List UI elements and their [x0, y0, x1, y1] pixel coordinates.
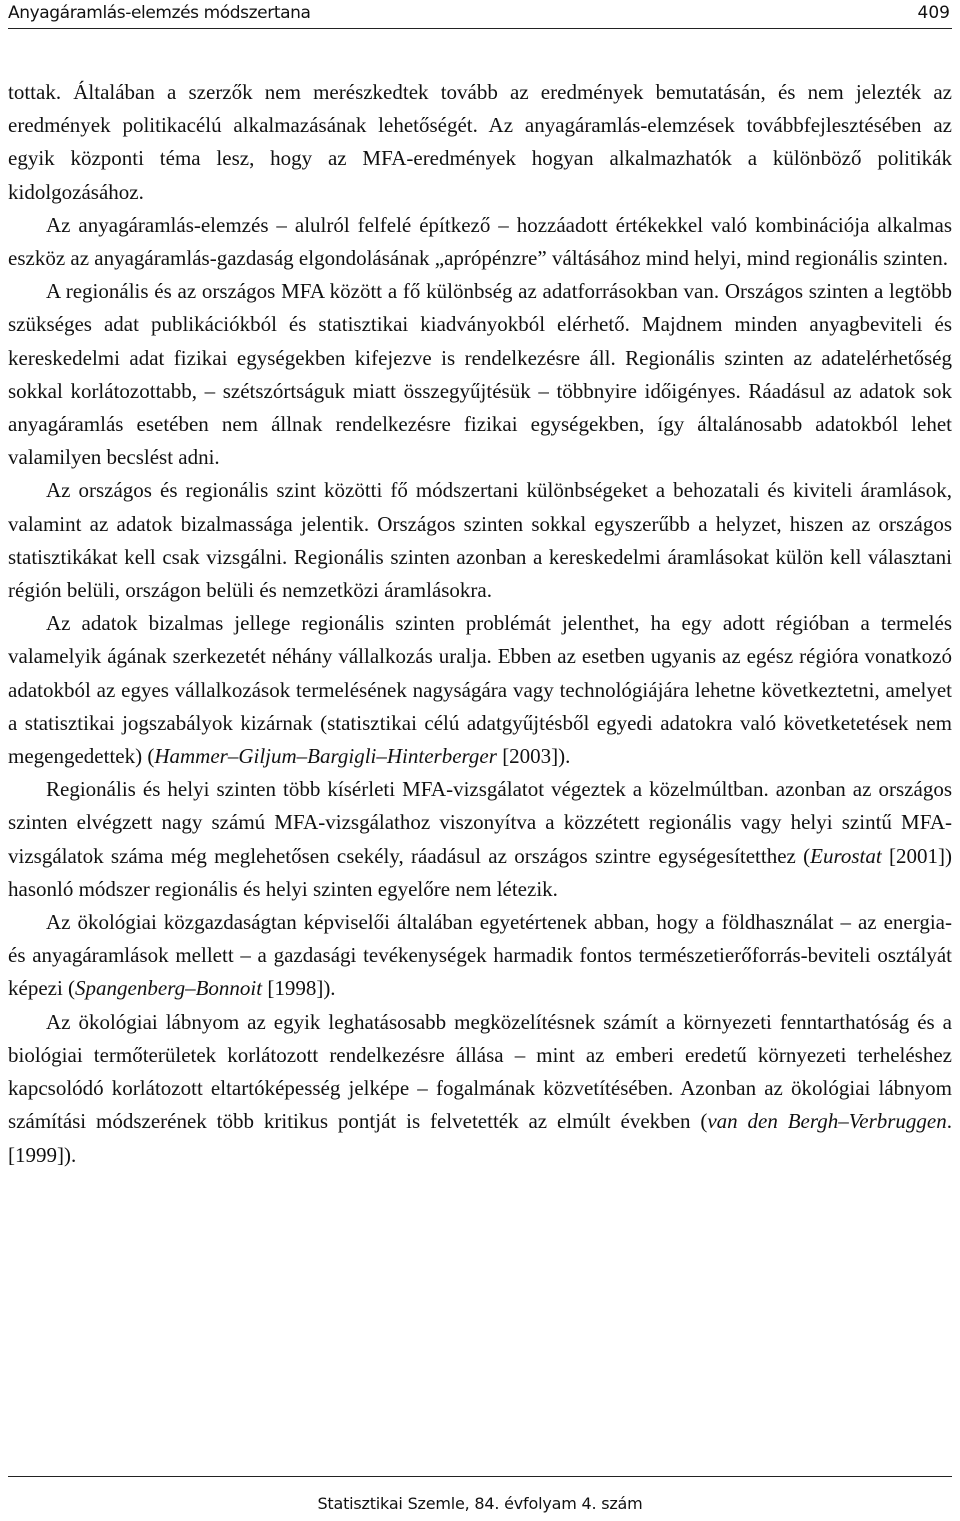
journal-citation: Statisztikai Szemle, 84. évfolyam 4. szám [317, 1494, 643, 1513]
paragraph-text: [2001]) hasonló módszer regionális és helyi szinten egyelőre nem létezik. [8, 843, 952, 901]
paragraph [8, 1006, 952, 1172]
citation-author: van den Bergh–Verbruggen [707, 1109, 947, 1134]
paragraph [8, 76, 952, 209]
paragraph [8, 474, 952, 607]
citation-author: Eurostat [810, 843, 882, 868]
paragraph-text: Regionális és helyi szinten több kísérleti MFA-vizsgálatot végeztek a közelmúltban. azonban az országos szinten elvégzett nagy számú MFA-vizsgálathoz viszonyítva a közzétett regionális vagy helyi szintű MFA-vizsgálatok száma még meglehetősen csekély, ráadásul az országos szintre egységesítetthez ( [8, 777, 952, 868]
page-number: 409 [917, 3, 950, 23]
running-title: Anyagáramlás-elemzés módszertana [8, 3, 311, 23]
header-rule [8, 28, 952, 29]
paragraph [8, 209, 952, 275]
paragraph-text: Az adatok bizalmas jellege regionális szinten problémát jelenthet, ha egy adott régióban a termelés valamelyik ágának szerkezetét néhány vállalkozás uralja. Ebben az esetben ugyanis az egész régióra vonatkozó adatokból az egyes vállalkozások termelésének nagyságára vagy technológiájára lehetne következtetni, amelyet a statisztikai jogszabályok kizárnak (statisztikai célú adatgyűjtésből egyedi adatokra való követketetések nem megengedettek) ( [8, 611, 952, 769]
paragraph-text: [2003]). [496, 744, 571, 769]
paragraph-text: [1998]). [262, 976, 336, 1001]
paragraph-text: Az ökológiai közgazdaságtan képviselői általában egyetértenek abban, hogy a földhasználat – az energia- és anyagáramlások mellett – a gazdasági tevékenységek harmadik fontos természetierőforrás-beviteli osztályát képezi ( [8, 910, 952, 1001]
paragraph [8, 607, 952, 773]
paragraph-text: Az ökológiai lábnyom az egyik leghatásosabb megközelítésnek számít a környezeti fenntarthatóság és a biológiai termőterületek korlátozott rendelkezésre állása – mint az emberi eredetű környezeti terheléshez kapcsolódó korlátozott eltartóképesség jelképe – fogalmának közvetítésében. Azonban az ökológiai lábnyom számítási módszerének több kritikus pontját is felvetették az elmúlt években ( [8, 1009, 952, 1134]
paragraph-text: A regionális és az országos MFA között a fő különbség az adatforrásokban van. Országos szinten a legtöbb szükséges adat publikációkból és statisztikai kiadványokból elérhető. Majdnem minden anyagbeviteli és kereskedelmi adat fizikai egységekben kifejezve is rendelkezésre áll. Regionális szinten az adatelérhetőség sokkal korlátozottabb, – szétszórtságuk miatt összegyűjtésük – többnyire időigényes. Ráadásul az adatok sok anyagáramlás esetében nem állnak rendelkezésre fizikai egységekben, így általánosabb adatokból lehet valamilyen becslést adni. [8, 279, 952, 470]
page-footer [8, 1476, 952, 1521]
citation-author: Spangenberg–Bonnoit [75, 976, 263, 1001]
citation-author: Hammer–Giljum–Bargigli–Hinterberger [154, 744, 497, 769]
paragraph [8, 906, 952, 1006]
paragraph-text: tottak. Általában a szerzők nem merészkedtek tovább az eredmények bemutatásán, és nem jelezték az eredmények politikacélú alkalmazásának lehetőségét. Az anyagáramlás-elemzések továbbfejlesztésében az egyik központi téma lesz, hogy az MFA-eredmények hogyan alkalmazhatók a különböző politikák kidolgozásához. [8, 80, 952, 204]
paragraph-text: . [1999]). [8, 1109, 953, 1167]
paragraph-text: Az anyagáramlás-elemzés – alulról felfelé építkező – hozzáadott értékekkel való kombinációja alkalmas eszköz az anyagáramlás-gazdaság elgondolásának „aprópénzre” váltásához mind helyi, mind regionális szinten. [8, 212, 952, 271]
paragraph-text: Az országos és regionális szint közötti fő módszertani különbségeket a behozatali és kiviteli áramlások, valamint az adatok bizalmassága jelentik. Országos szinten sokkal egyszerűbb a helyzet, hiszen az országos statisztikákat kell csak vizsgálni. Regionális szinten azonban a kereskedelmi áramlásokat külön kell választani régión belüli, országon belüli és nemzetközi áramlásokra. [8, 478, 952, 603]
page-header [8, 0, 952, 32]
paragraph [8, 275, 952, 474]
footer-rule [8, 1476, 952, 1477]
paragraph [8, 773, 952, 906]
article-body [8, 76, 952, 1172]
